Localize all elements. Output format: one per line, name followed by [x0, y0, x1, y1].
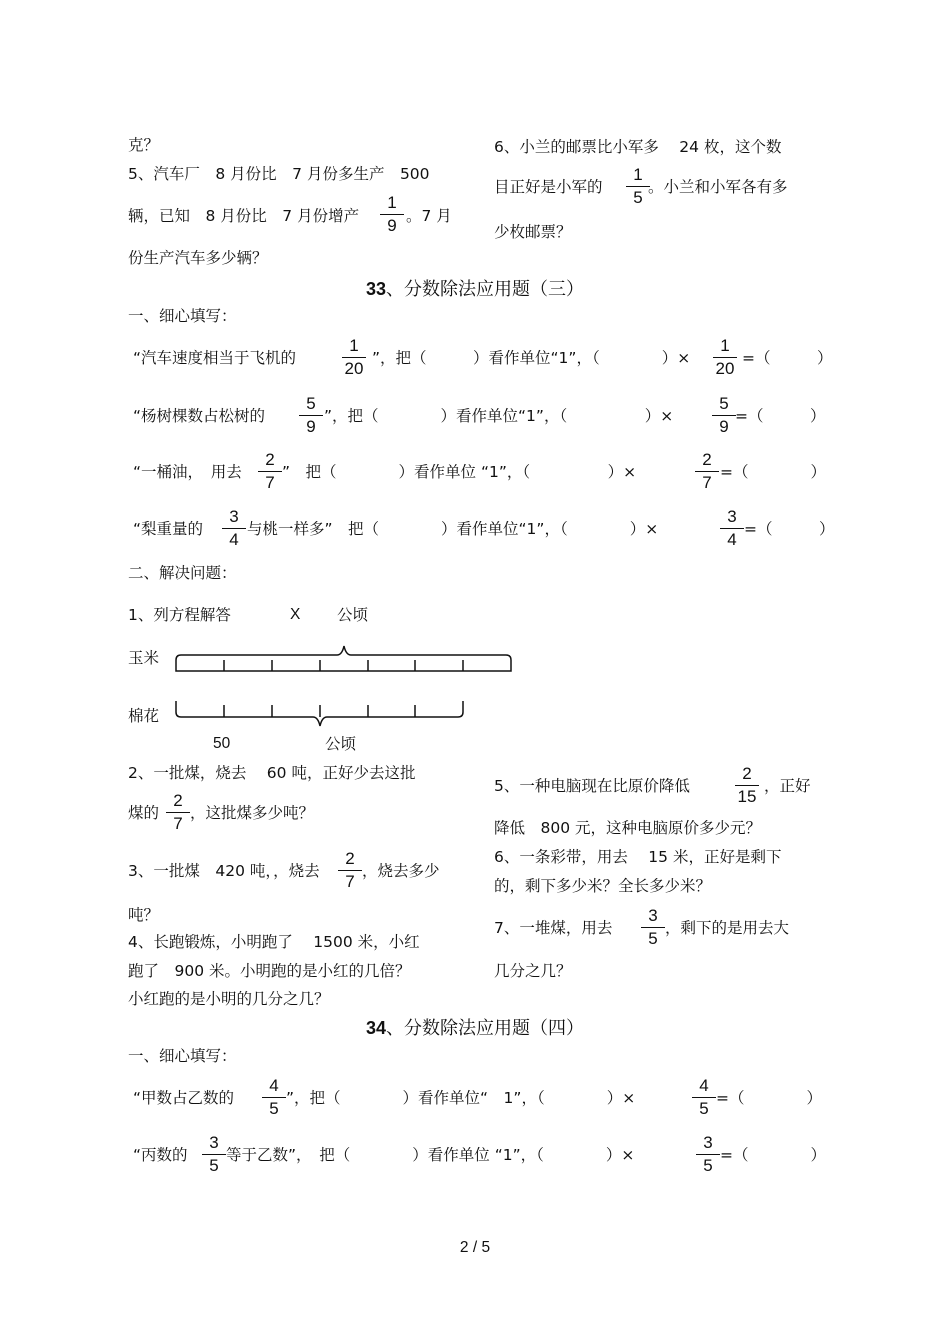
fill-2-text2: 等于乙数”， 把（ ）看作单位 “1”，（ ）× [226, 1146, 635, 1164]
fraction: 4 5 [688, 1076, 720, 1119]
fraction: 3 5 [198, 1133, 230, 1176]
part-1-label: 一、细心填写： [128, 307, 237, 325]
fraction: 1 9 [376, 193, 408, 236]
question-4-line1: 4、长跑锻炼，小明跑了 1500 米，小红 [128, 933, 420, 951]
fraction: 5 9 [708, 394, 740, 437]
question-2-line2: 煤的 [128, 804, 160, 822]
fill-4-text3: =（ ） [744, 520, 835, 538]
problem-5-line1: 5、汽车厂 8 月份比 7 月份多生产 500 [128, 165, 430, 183]
question-4-line2: 跑了 900 米。小明跑的是小红的几倍？ [128, 962, 411, 980]
question-3-line1b: ，烧去多少 [362, 862, 440, 880]
fill-1-text: “汽车速度相当于飞机的 [133, 349, 297, 367]
fill-1-text2: ”，把（ ）看作单位“ 1”，（ ）× [286, 1089, 636, 1107]
problem-6-line3: 少枚邮票？ [494, 223, 572, 241]
fill-3-text: “一桶油， 用去 [133, 463, 242, 481]
fraction: 2 15 [731, 764, 763, 807]
fraction: 2 7 [254, 450, 286, 493]
problem-5-line3: 份生产汽车多少辆？ [128, 249, 268, 267]
fill-2-text3: =（ ） [735, 407, 826, 425]
part-2-label: 二、解决问题： [128, 564, 237, 582]
unit-label: 公顷 [337, 606, 369, 624]
question-2-line2b: ，这批煤多少吨？ [190, 804, 315, 822]
question-4-line3: 小红跑的是小明的几分之几？ [128, 990, 330, 1008]
fill-2-text2: ”，把（ ）看作单位“1”，（ ）× [324, 407, 674, 425]
fill-2-text: “丙数的 [133, 1146, 188, 1164]
problem-5-line2b: 。7 月 [406, 207, 452, 225]
fraction: 3 4 [716, 507, 748, 550]
fill-1-text: “甲数占乙数的 [133, 1089, 235, 1107]
text-line: 克？ [128, 136, 160, 154]
fill-2-text: “杨树棵数占松树的 [133, 407, 266, 425]
diagram-unit: 公顷 [325, 735, 357, 753]
page-number: 2 / 5 [459, 1239, 491, 1256]
fraction: 2 7 [691, 450, 723, 493]
question-5-line2: 降低 800 元，这种电脑原价多少元？ [494, 819, 762, 837]
fill-1-text3: =（ ） [716, 1089, 822, 1107]
question-1: 1、列方程解答 [128, 606, 231, 624]
fraction: 3 5 [692, 1133, 724, 1176]
question-3-line2: 吨？ [128, 906, 160, 924]
part-1-label: 一、细心填写： [128, 1047, 237, 1065]
fill-2-text3: =（ ） [720, 1146, 826, 1164]
question-3-line1: 3、一批煤 420 吨，，烧去 [128, 862, 320, 880]
question-6-line2: 的，剩下多少米？全长多少米？ [494, 877, 712, 895]
corn-label: 玉米 [128, 649, 160, 667]
fill-1-text2: ”，把（ ）看作单位“1”，（ ）× [372, 349, 691, 367]
fraction: 4 5 [258, 1076, 290, 1119]
question-7-line2: 几分之几？ [494, 962, 572, 980]
fraction: 2 7 [162, 791, 194, 834]
section-34-heading: 34、分数除法应用题（四） [365, 1018, 585, 1039]
question-7-line1b: ，剩下的是用去大 [665, 919, 790, 937]
fill-4-text2: 与桃一样多” 把（ ）看作单位“1”，（ ）× [247, 520, 659, 538]
fraction: 3 4 [218, 507, 250, 550]
unknown-x: X [290, 606, 301, 623]
problem-6-line2b: 。小兰和小军各有多 [648, 178, 788, 196]
problem-6-line2: 目正好是小军的 [494, 178, 603, 196]
question-5-line1b: ，正好 [764, 777, 811, 795]
fill-3-text3: =（ ） [720, 463, 826, 481]
problem-6-line1: 6、小兰的邮票比小军多 24 枚，这个数 [494, 138, 782, 156]
problem-5-line2: 辆，已知 8 月份比 7 月份增产 [128, 207, 360, 225]
question-6-line1: 6、一条彩带，用去 15 米，正好是剩下 [494, 848, 782, 866]
fill-4-text: “梨重量的 [133, 520, 204, 538]
diagram-value: 50 [213, 735, 231, 752]
question-5-line1: 5、一种电脑现在比原价降低 [494, 777, 690, 795]
fraction: 3 5 [637, 906, 669, 949]
fraction: 1 20 [338, 336, 370, 379]
fraction: 5 9 [295, 394, 327, 437]
question-7-line1: 7、一堆煤，用去 [494, 919, 613, 937]
question-2-line1: 2、一批煤，烧去 60 吨，正好少去这批 [128, 764, 416, 782]
cotton-label: 棉花 [128, 707, 160, 725]
fill-1-text3: =（ ） [742, 349, 833, 367]
fraction: 1 5 [622, 165, 654, 208]
fraction: 1 20 [709, 336, 741, 379]
fill-3-text2: ” 把（ ）看作单位 “1”，（ ）× [282, 463, 637, 481]
fraction: 2 7 [334, 849, 366, 892]
section-33-heading: 33、分数除法应用题（三） [365, 279, 585, 300]
